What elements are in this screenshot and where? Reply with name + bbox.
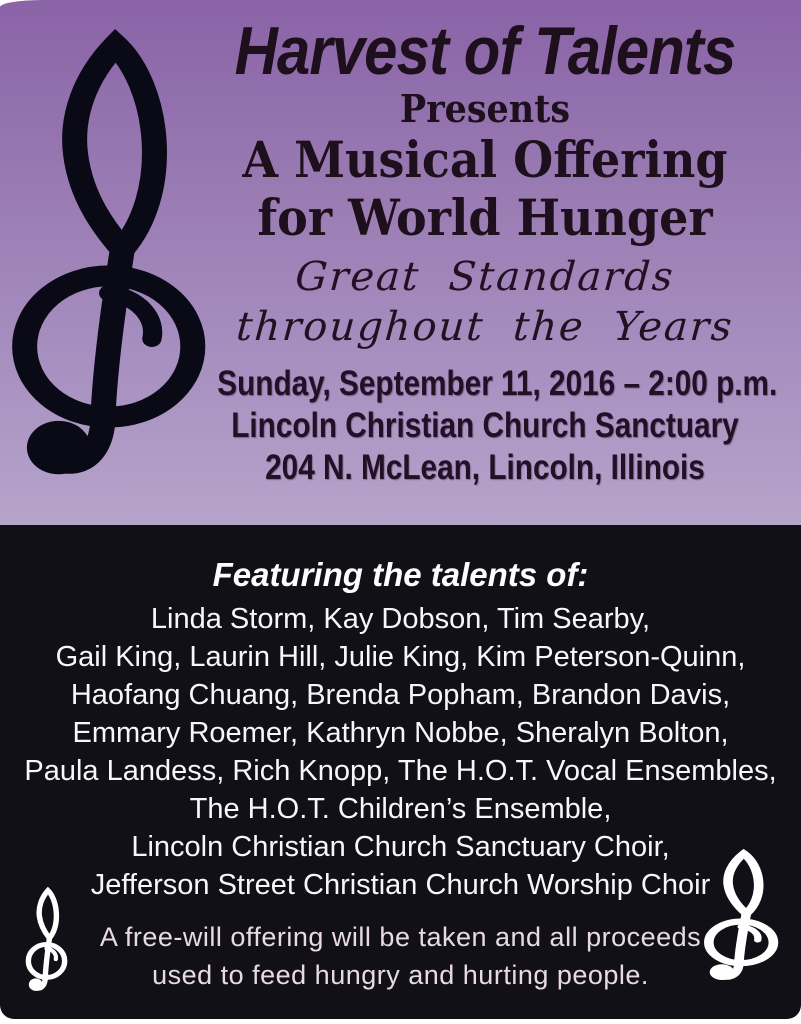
talent-line: Haofang Chuang, Brenda Popham, Brandon Davis, xyxy=(70,679,731,711)
featuring-heading: Featuring the talents of: xyxy=(212,556,589,593)
presents-label: Presents xyxy=(399,86,571,131)
talent-line: Linda Storm, Kay Dobson, Tim Searby, xyxy=(150,603,651,635)
talent-line: Gail King, Laurin Hill, Julie King, Kim Peterson-Quinn, xyxy=(55,641,746,673)
poster-title: Harvest of Talents xyxy=(234,13,736,89)
subtitle-line-1: A Musical Offering xyxy=(242,130,728,189)
theme-line-1: Great Standards xyxy=(293,254,677,300)
event-venue: Lincoln Christian Church Sanctuary xyxy=(231,406,739,445)
talent-line: The H.O.T. Children’s Ensemble, xyxy=(189,793,612,825)
featuring-section xyxy=(0,525,801,1019)
event-address: 204 N. McLean, Lincoln, Illinois xyxy=(265,448,705,487)
event-datetime: Sunday, September 11, 2016 – 2:00 p.m. xyxy=(217,364,778,403)
talent-line: Lincoln Christian Church Sanctuary Choir, xyxy=(131,831,670,863)
subtitle-line-2: for World Hunger xyxy=(257,188,713,247)
offering-note-line-1: A free-will offering will be taken and all proceeds xyxy=(99,922,702,952)
talent-line: Emmary Roemer, Kathryn Nobbe, Sheralyn Bolton, xyxy=(72,717,729,749)
talent-line: Paula Landess, Rich Knopp, The H.O.T. Vocal Ensembles, xyxy=(24,755,777,787)
theme-line-2: throughout the Years xyxy=(234,304,736,350)
offering-note-line-2: used to feed hungry and hurting people. xyxy=(152,960,649,990)
talent-line: Jefferson Street Christian Church Worship Choir xyxy=(90,869,711,901)
